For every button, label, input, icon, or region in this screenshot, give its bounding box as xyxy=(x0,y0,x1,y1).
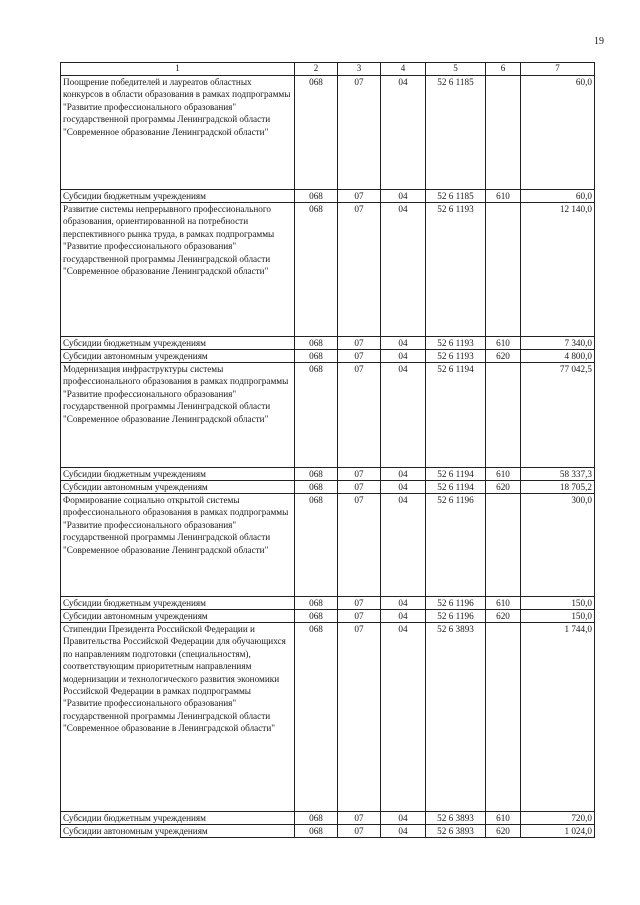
row-expense-type: 620 xyxy=(486,610,521,623)
row-section-code: 07 xyxy=(338,350,381,363)
row-subsection-code: 04 xyxy=(381,481,426,494)
row-target-article: 52 6 1193 xyxy=(426,337,486,350)
row-ministry-code: 068 xyxy=(295,468,338,481)
row-amount: 4 800,0 xyxy=(521,350,595,363)
row-amount: 77 042,5 xyxy=(521,363,595,468)
column-header: 2 xyxy=(295,63,338,76)
row-expense-type xyxy=(486,76,521,190)
column-header: 6 xyxy=(486,63,521,76)
row-target-article: 52 6 1196 xyxy=(426,597,486,610)
row-ministry-code: 068 xyxy=(295,363,338,468)
row-target-article: 52 6 1196 xyxy=(426,610,486,623)
row-amount: 720,0 xyxy=(521,812,595,825)
row-subsection-code: 04 xyxy=(381,468,426,481)
row-subsection-code: 04 xyxy=(381,76,426,190)
table-row-subsidy xyxy=(61,190,595,203)
row-amount: 58 337,3 xyxy=(521,468,595,481)
row-expense-type xyxy=(486,494,521,597)
row-expense-type: 610 xyxy=(486,337,521,350)
row-expense-type xyxy=(486,363,521,468)
row-section-code: 07 xyxy=(338,597,381,610)
table-row-program xyxy=(61,203,595,337)
row-expense-type: 610 xyxy=(486,597,521,610)
row-section-code: 07 xyxy=(338,494,381,597)
row-target-article: 52 6 1194 xyxy=(426,363,486,468)
row-subsection-code: 04 xyxy=(381,825,426,838)
row-subsection-code: 04 xyxy=(381,190,426,203)
row-name: Развитие системы непрерывного профессионального образования, ориентированной на потребности перспективного рынка труда, в рамках подпрограммы "Развитие профессионального образования" государственной программы Ленинградской области "Современное образование Ленинградской области" xyxy=(61,203,295,337)
table-row-subsidy xyxy=(61,597,595,610)
table-row-program xyxy=(61,623,595,812)
row-section-code: 07 xyxy=(338,363,381,468)
table-row-subsidy xyxy=(61,812,595,825)
row-subsection-code: 04 xyxy=(381,203,426,337)
row-amount: 1 024,0 xyxy=(521,825,595,838)
column-header: 7 xyxy=(521,63,595,76)
row-target-article: 52 6 1185 xyxy=(426,190,486,203)
table-row-program xyxy=(61,363,595,468)
row-ministry-code: 068 xyxy=(295,337,338,350)
row-target-article: 52 6 1193 xyxy=(426,350,486,363)
row-amount: 12 140,0 xyxy=(521,203,595,337)
column-header: 3 xyxy=(338,63,381,76)
row-ministry-code: 068 xyxy=(295,190,338,203)
row-section-code: 07 xyxy=(338,825,381,838)
row-ministry-code: 068 xyxy=(295,481,338,494)
row-subsection-code: 04 xyxy=(381,494,426,597)
row-name: Субсидии бюджетным учреждениям xyxy=(61,468,295,481)
row-target-article: 52 6 3893 xyxy=(426,623,486,812)
row-subsection-code: 04 xyxy=(381,597,426,610)
row-expense-type: 610 xyxy=(486,190,521,203)
row-target-article: 52 6 1194 xyxy=(426,468,486,481)
row-expense-type: 620 xyxy=(486,825,521,838)
table-row-subsidy xyxy=(61,337,595,350)
row-amount: 300,0 xyxy=(521,494,595,597)
row-ministry-code: 068 xyxy=(295,812,338,825)
row-target-article: 52 6 3893 xyxy=(426,825,486,838)
row-subsection-code: 04 xyxy=(381,610,426,623)
row-expense-type: 610 xyxy=(486,812,521,825)
row-amount: 150,0 xyxy=(521,597,595,610)
row-subsection-code: 04 xyxy=(381,363,426,468)
row-subsection-code: 04 xyxy=(381,812,426,825)
row-amount: 1 744,0 xyxy=(521,623,595,812)
row-ministry-code: 068 xyxy=(295,203,338,337)
row-section-code: 07 xyxy=(338,468,381,481)
table-row-program xyxy=(61,76,595,190)
row-name: Субсидии автономным учреждениям xyxy=(61,481,295,494)
row-expense-type xyxy=(486,623,521,812)
row-ministry-code: 068 xyxy=(295,76,338,190)
row-subsection-code: 04 xyxy=(381,337,426,350)
row-section-code: 07 xyxy=(338,812,381,825)
row-name: Субсидии бюджетным учреждениям xyxy=(61,190,295,203)
table-row-subsidy xyxy=(61,468,595,481)
row-target-article: 52 6 1196 xyxy=(426,494,486,597)
row-amount: 60,0 xyxy=(521,76,595,190)
row-section-code: 07 xyxy=(338,623,381,812)
row-subsection-code: 04 xyxy=(381,623,426,812)
table-row-subsidy xyxy=(61,350,595,363)
row-name: Модернизация инфраструктуры системы профессионального образования в рамках подпрограммы "Развитие профессионального образования" государственной программы Ленинградской области "Современное образование Ленинградской области" xyxy=(61,363,295,468)
row-expense-type: 620 xyxy=(486,350,521,363)
row-name: Субсидии автономным учреждениям xyxy=(61,610,295,623)
row-name: Субсидии бюджетным учреждениям xyxy=(61,597,295,610)
table-row-program xyxy=(61,494,595,597)
row-amount: 150,0 xyxy=(521,610,595,623)
column-header: 4 xyxy=(381,63,426,76)
row-expense-type: 620 xyxy=(486,481,521,494)
row-name: Субсидии бюджетным учреждениям xyxy=(61,337,295,350)
row-ministry-code: 068 xyxy=(295,623,338,812)
row-target-article: 52 6 1193 xyxy=(426,203,486,337)
row-section-code: 07 xyxy=(338,481,381,494)
row-section-code: 07 xyxy=(338,610,381,623)
row-target-article: 52 6 1185 xyxy=(426,76,486,190)
row-target-article: 52 6 3893 xyxy=(426,812,486,825)
row-subsection-code: 04 xyxy=(381,350,426,363)
row-name: Формирование социально открытой системы профессионального образования в рамках подпрограммы "Развитие профессионального образования" государственной программы Ленинградской области "Современное образование Ленинградской области" xyxy=(61,494,295,597)
row-ministry-code: 068 xyxy=(295,825,338,838)
row-target-article: 52 6 1194 xyxy=(426,481,486,494)
table-row-subsidy xyxy=(61,825,595,838)
row-section-code: 07 xyxy=(338,337,381,350)
row-amount: 7 340,0 xyxy=(521,337,595,350)
row-expense-type xyxy=(486,203,521,337)
row-ministry-code: 068 xyxy=(295,610,338,623)
row-ministry-code: 068 xyxy=(295,350,338,363)
row-amount: 60,0 xyxy=(521,190,595,203)
row-name: Субсидии автономным учреждениям xyxy=(61,350,295,363)
table-header-row xyxy=(61,63,595,76)
page-number: 19 xyxy=(594,36,604,47)
row-section-code: 07 xyxy=(338,203,381,337)
table-row-subsidy xyxy=(61,610,595,623)
row-ministry-code: 068 xyxy=(295,597,338,610)
row-ministry-code: 068 xyxy=(295,494,338,597)
row-name: Поощрение победителей и лауреатов областных конкурсов в области образования в рамках подпрограммы "Развитие профессионального образования" государственной программы Ленинградской области "Современное образование Ленинградской области" xyxy=(61,76,295,190)
row-name: Стипендии Президента Российской Федерации и Правительства Российской Федерации для обучающихся по направлениям подготовки (специальностям), соответствующим приоритетным направлениям модернизации и технологического развития экономики Российской Федерации в рамках подпрограммы "Развитие профессионального образования" государственной программы Ленинградской области "Современное образование в Ленинградской области" xyxy=(61,623,295,812)
row-amount: 18 705,2 xyxy=(521,481,595,494)
column-header: 1 xyxy=(61,63,295,76)
row-name: Субсидии бюджетным учреждениям xyxy=(61,812,295,825)
budget-table xyxy=(60,62,595,838)
row-expense-type: 610 xyxy=(486,468,521,481)
row-section-code: 07 xyxy=(338,190,381,203)
row-section-code: 07 xyxy=(338,76,381,190)
column-header: 5 xyxy=(426,63,486,76)
row-name: Субсидии автономным учреждениям xyxy=(61,825,295,838)
table-row-subsidy xyxy=(61,481,595,494)
